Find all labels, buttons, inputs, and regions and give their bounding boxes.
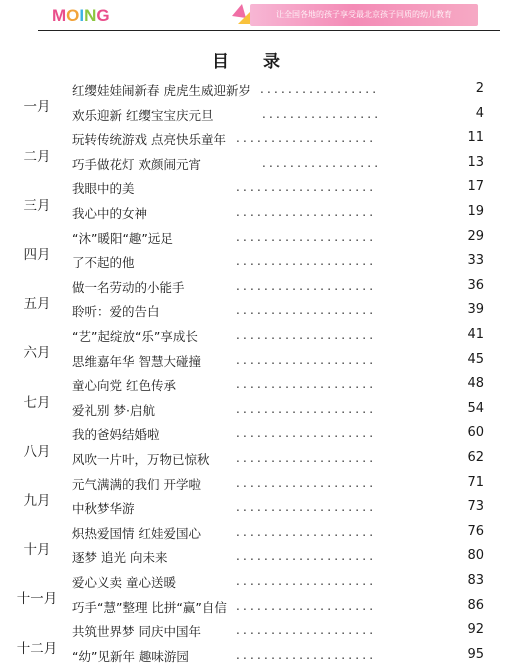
leader-dots: ................. [260, 82, 380, 96]
leader-dots: .................... [236, 352, 377, 367]
toc-entry[interactable] [0, 152, 506, 174]
toc-entry[interactable] [0, 299, 506, 321]
slogan-banner [250, 4, 478, 26]
leader-dots: .................... [236, 623, 377, 638]
page-number: 45 [467, 351, 484, 367]
leader-dots: .................... [236, 328, 377, 342]
entry-title: “沐”暖阳“趣”远足 [72, 230, 173, 246]
toc-title: 目 录 [212, 52, 294, 72]
leader-dots: .................... [236, 377, 377, 392]
leader-dots: .................... [236, 180, 377, 195]
page-number: 2 [475, 81, 484, 96]
month-label: 八月 [23, 443, 51, 460]
toc-entry[interactable] [0, 521, 506, 543]
toc-entry[interactable] [0, 176, 506, 198]
month-label: 二月 [23, 148, 51, 165]
entry-title: 共筑世界梦 同庆中国年 [72, 624, 201, 640]
month-label: 十二月 [16, 640, 58, 657]
page-number: 29 [467, 228, 484, 244]
page-header [0, 0, 506, 34]
entry-title: 红缨娃娃闹新春 虎虎生威迎新岁 [72, 83, 251, 98]
page-number: 71 [467, 474, 484, 490]
entry-title: 元气满满的我们 开学啦 [72, 476, 201, 492]
leader-dots: .................... [236, 229, 377, 244]
page-number: 13 [467, 154, 484, 170]
entry-title: 巧手“慧”整理 比拼“赢”自信 [72, 599, 227, 615]
page-number: 11 [467, 130, 484, 146]
leader-dots: ................. [262, 106, 382, 121]
month-label: 一月 [23, 99, 51, 116]
entry-title: “幼”见新年 趣味游园 [72, 648, 189, 664]
entry-title: 我眼中的美 [72, 181, 135, 197]
entry-title: 聆听：爱的告白 [72, 304, 160, 320]
page-number: 73 [467, 499, 484, 515]
page-number: 80 [467, 548, 484, 564]
month-label: 十一月 [16, 591, 58, 608]
toc-entry[interactable] [0, 472, 506, 494]
toc-entry[interactable] [0, 595, 506, 617]
leader-dots: .................... [236, 254, 377, 269]
page-number: 95 [467, 646, 484, 662]
moing-logo [52, 6, 110, 26]
header-divider [38, 30, 500, 31]
leader-dots: .................... [236, 598, 377, 613]
toc-entry[interactable] [0, 570, 506, 592]
page-number: 19 [467, 204, 484, 219]
leader-dots: .................... [236, 574, 377, 588]
leader-dots: .................... [236, 549, 377, 564]
entry-title: 中秋梦华游 [72, 501, 135, 517]
page-number: 41 [467, 327, 484, 342]
leader-dots: .................... [236, 426, 377, 441]
entry-title: 我的爸妈结婚啦 [72, 427, 160, 443]
entry-title: 做一名劳动的小能手 [72, 279, 185, 295]
entry-title: 爱礼别 梦·启航 [72, 402, 155, 418]
page-number: 36 [467, 277, 484, 293]
toc-entry[interactable] [0, 275, 506, 297]
toc-entry[interactable] [0, 250, 506, 272]
entry-title: 玩转传统游戏 点亮快乐童年 [72, 132, 226, 148]
month-label: 四月 [23, 246, 51, 263]
page-number: 86 [467, 597, 484, 613]
entry-title: 欢乐迎新 红缨宝宝庆元旦 [72, 107, 214, 123]
leader-dots: ................. [262, 155, 382, 170]
entry-title: 我心中的女神 [72, 206, 148, 221]
toc-entry[interactable] [0, 127, 506, 149]
page-number: 83 [467, 573, 484, 588]
toc-entry[interactable] [0, 349, 506, 371]
toc-entry[interactable] [0, 644, 506, 666]
toc-entry[interactable] [0, 78, 506, 100]
entry-title: 童心向党 红色传承 [72, 378, 176, 394]
entry-title: “艺”起绽放“乐”享成长 [72, 329, 198, 344]
toc-entry[interactable] [0, 545, 506, 567]
logo-letter: N [84, 6, 97, 25]
toc-entry[interactable] [0, 201, 506, 223]
slogan-text: 让全国各地的孩子享受最北京孩子同质的幼儿教育 [276, 10, 452, 19]
toc-entry[interactable] [0, 226, 506, 248]
entry-title: 炽热爱国情 红娃爱国心 [72, 525, 201, 541]
page-number: 62 [467, 450, 484, 465]
leader-dots: .................... [236, 647, 377, 662]
entry-title: 巧手做花灯 欢颜闹元宵 [72, 156, 201, 172]
leader-dots: .................... [236, 303, 377, 318]
leader-dots: .................... [236, 524, 377, 539]
leader-dots: .................... [236, 451, 377, 465]
toc-entry[interactable] [0, 398, 506, 420]
page-number: 4 [475, 105, 484, 121]
page-number: 60 [467, 425, 484, 441]
toc-entry[interactable] [0, 422, 506, 444]
entry-title: 风吹一片叶，万物已惊秋 [72, 452, 210, 467]
toc-entry[interactable] [0, 447, 506, 469]
page-number: 17 [467, 179, 484, 195]
page-number: 76 [467, 523, 484, 539]
page-number: 48 [467, 376, 484, 392]
toc-entry[interactable] [0, 619, 506, 641]
month-label: 十月 [23, 542, 51, 559]
month-label: 三月 [23, 197, 51, 214]
leader-dots: .................... [236, 475, 377, 490]
logo-letter: I [79, 6, 85, 25]
page-number: 39 [467, 302, 484, 318]
leader-dots: .................... [236, 205, 377, 219]
entry-title: 思维嘉年华 智慧大碰撞 [72, 353, 201, 369]
entry-title: 了不起的他 [72, 255, 135, 271]
leader-dots: .................... [236, 500, 377, 515]
logo-letter: M [52, 6, 67, 25]
page-number: 54 [467, 400, 484, 416]
month-label: 五月 [23, 296, 51, 313]
toc-entry[interactable] [0, 373, 506, 395]
leader-dots: .................... [236, 278, 377, 293]
toc-entry[interactable] [0, 103, 506, 125]
month-label: 七月 [23, 394, 51, 411]
entry-title: 爱心义卖 童心送暖 [72, 575, 176, 590]
leader-dots: .................... [236, 131, 377, 146]
logo-letter: G [96, 6, 110, 25]
page-number: 92 [467, 622, 484, 638]
entry-title: 逐梦 追光 向未来 [72, 550, 168, 566]
month-label: 九月 [23, 492, 51, 509]
logo-letter: O [66, 6, 80, 25]
toc-entry[interactable] [0, 496, 506, 518]
month-label: 六月 [23, 345, 51, 362]
page-number: 33 [467, 253, 484, 269]
leader-dots: .................... [236, 401, 377, 416]
toc-entry[interactable] [0, 324, 506, 346]
